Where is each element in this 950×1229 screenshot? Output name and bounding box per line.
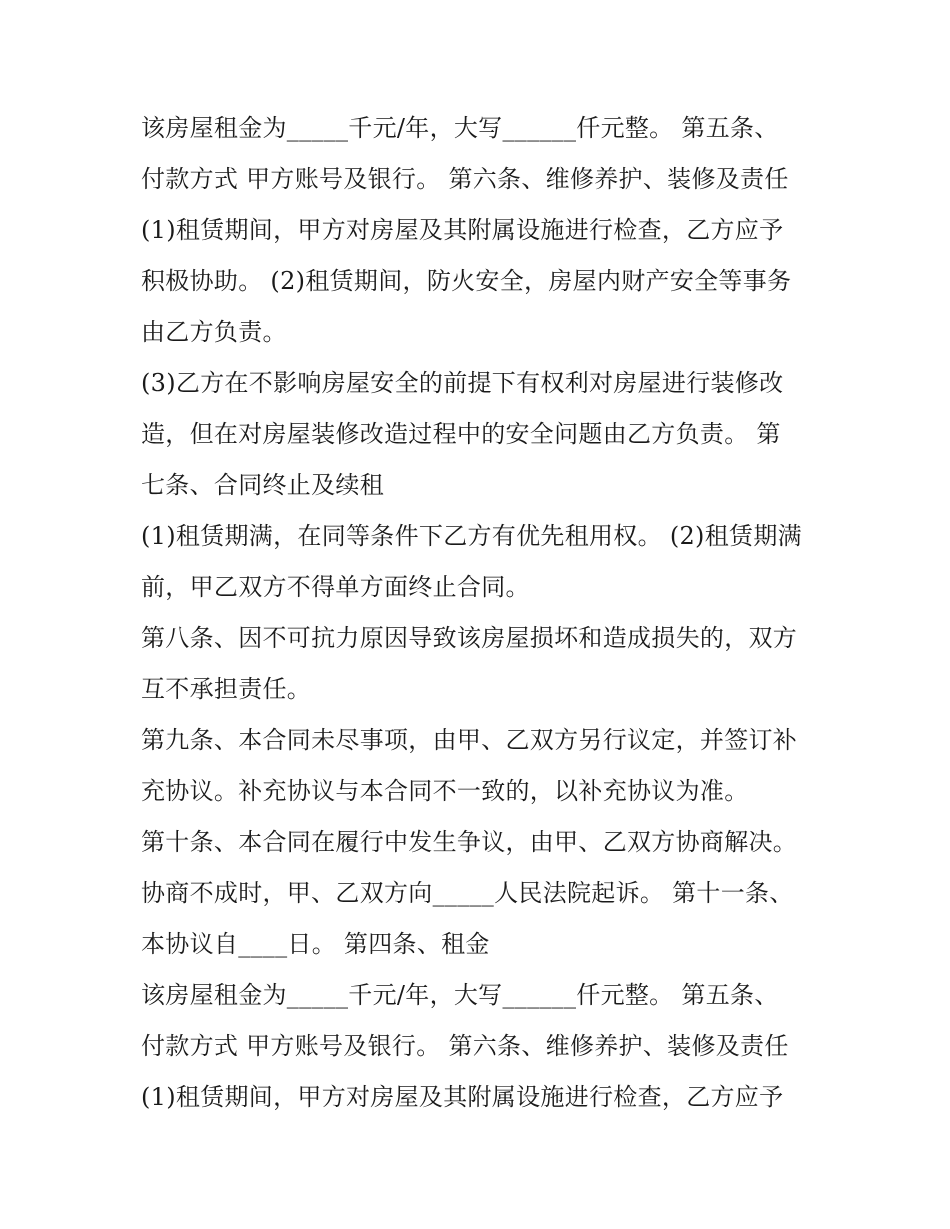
text-line: (1)租赁期满，在同等条件下乙方有优先租用权。 (2)租赁期满 [141,522,802,550]
text-line: 付款方式 甲方账号及银行。 第六条、维修养护、装修及责任 [141,165,789,193]
text-line: 第八条、因不可抗力原因导致该房屋损坏和造成损失的，双方 [141,624,798,652]
text-line: (1)租赁期间，甲方对房屋及其附属设施进行检查，乙方应予 [141,1083,784,1111]
text-line: 本协议自____日。 第四条、租金 [141,930,490,958]
text-line: 付款方式 甲方账号及银行。 第六条、维修养护、装修及责任 [141,1032,789,1060]
text-line: 第九条、本合同未尽事项，由甲、乙双方另行议定，并签订补 [141,726,798,754]
text-line: 造，但在对房屋装修改造过程中的安全问题由乙方负责。 第 [141,420,781,448]
text-line: 前，甲乙双方不得单方面终止合同。 [141,573,530,601]
text-line: 充协议。补充协议与本合同不一致的，以补充协议为准。 [141,777,749,805]
text-line: 积极协助。 (2)租赁期间，防火安全，房屋内财产安全等事务 [141,267,792,295]
text-line: 该房屋租金为_____千元/年，大写______仟元整。 第五条、 [141,114,779,142]
text-line: 协商不成时，甲、乙双方向_____人民法院起诉。 第十一条、 [141,879,794,907]
text-line: 该房屋租金为_____千元/年，大写______仟元整。 第五条、 [141,981,779,1009]
text-line: 第十条、本合同在履行中发生争议，由甲、乙双方协商解决。 [141,828,798,856]
text-line: (3)乙方在不影响房屋安全的前提下有权利对房屋进行装修改 [141,369,784,397]
text-line: 互不承担责任。 [141,675,312,703]
text-line: 七条、合同终止及续租 [141,471,384,499]
contract-text [141,103,831,1123]
text-line: (1)租赁期间，甲方对房屋及其附属设施进行检查，乙方应予 [141,216,784,244]
text-line: 由乙方负责。 [141,318,287,346]
